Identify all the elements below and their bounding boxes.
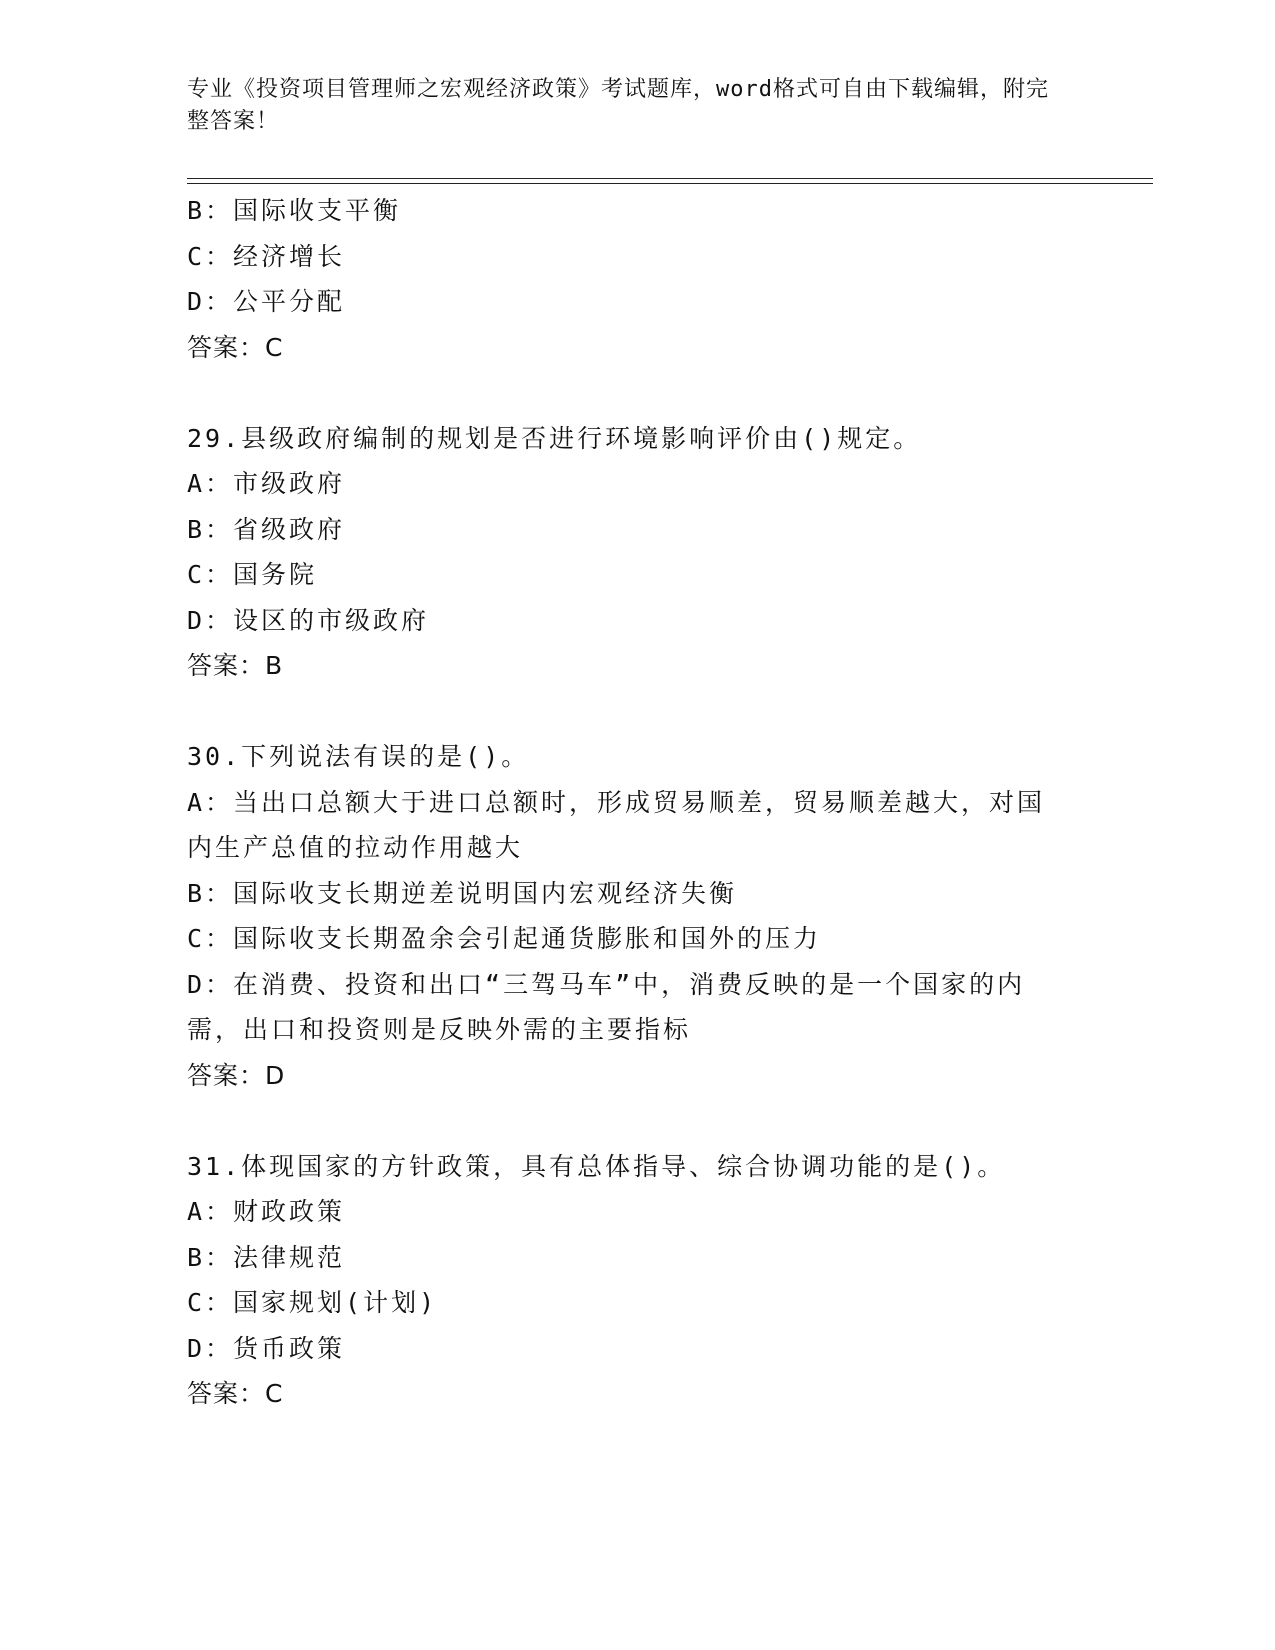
- spacer: [187, 689, 1087, 735]
- spacer: [187, 1098, 1087, 1144]
- option-d: D：货币政策: [187, 1333, 346, 1363]
- option-a: A：市级政府: [187, 469, 346, 498]
- header-divider-top: [187, 178, 1153, 179]
- answer-line: 答案：C: [187, 332, 284, 362]
- option-a: A：财政政策: [187, 1197, 346, 1226]
- option-b: B：法律规范: [187, 1242, 346, 1272]
- option-c: C：经济增长: [187, 241, 346, 271]
- option-c: C：国务院: [187, 560, 318, 589]
- header-divider-bottom: [187, 183, 1153, 184]
- option-a: A：当出口总额大于进口总额时，形成贸易顺差，贸易顺差越大，对国内生产总值的拉动作用越大: [187, 787, 1046, 862]
- answer-line: 答案：B: [187, 651, 284, 680]
- option-b: B：国际收支长期逆差说明国内宏观经济失衡: [187, 878, 738, 908]
- answer-line: 答案：D: [187, 1060, 286, 1090]
- question-block-28: [187, 188, 1087, 370]
- header-text: 专业《投资项目管理师之宏观经济政策》考试题库，word格式可自由下载编辑，附完整答案！: [187, 77, 1049, 134]
- option-b: B：省级政府: [187, 514, 346, 544]
- option-c: C：国家规划(计划): [187, 1288, 438, 1317]
- question-block-31: [187, 1144, 1087, 1417]
- page-header: [187, 74, 1067, 138]
- option-d: D：在消费、投资和出口“三驾马车”中，消费反映的是一个国家的内需，出口和投资则是反映外需的主要指标: [187, 969, 1026, 1044]
- question-list: [187, 188, 1087, 1417]
- question-stem: 29.县级政府编制的规划是否进行环境影响评价由()规定。: [187, 423, 922, 453]
- question-block-29: [187, 416, 1087, 689]
- option-b: B：国际收支平衡: [187, 196, 402, 225]
- option-d: D：设区的市级政府: [187, 605, 430, 635]
- question-block-30: [187, 734, 1087, 1098]
- question-stem: 31.体现国家的方针政策，具有总体指导、综合协调功能的是()。: [187, 1151, 1006, 1181]
- option-d: D：公平分配: [187, 287, 346, 316]
- spacer: [187, 370, 1087, 416]
- option-c: C：国际收支长期盈余会引起通货膨胀和国外的压力: [187, 924, 822, 953]
- question-stem: 30.下列说法有误的是()。: [187, 742, 530, 771]
- answer-line: 答案：C: [187, 1379, 284, 1408]
